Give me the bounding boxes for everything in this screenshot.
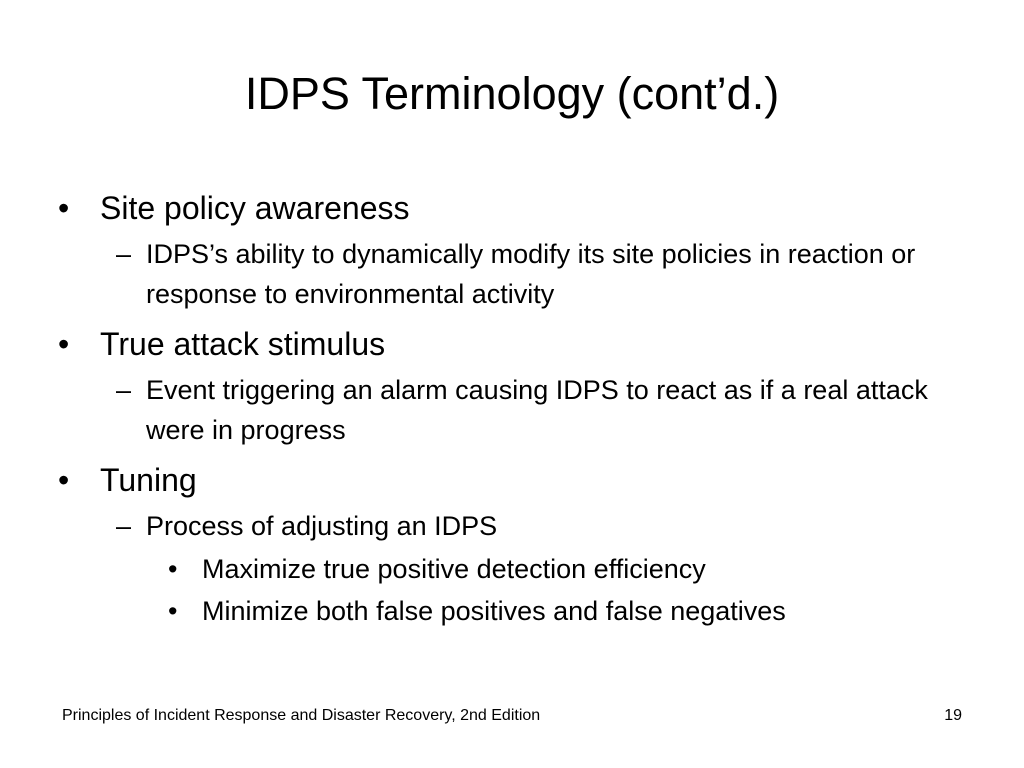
sub-sub-bullet-text: Maximize true positive detection efficiency: [202, 554, 706, 584]
footer-book-title: Principles of Incident Response and Disaster Recovery, 2nd Edition: [62, 707, 541, 724]
slide-body: [58, 186, 978, 630]
dash-mark: –: [116, 239, 132, 269]
bullet-tuning: [58, 458, 978, 502]
bullet-text: True attack stimulus: [100, 326, 386, 362]
bullet-true-attack-stimulus: [58, 322, 978, 366]
sub-sub-bullet-maximize: [168, 550, 978, 588]
bullet-mark: •: [58, 462, 70, 498]
dash-mark: –: [116, 511, 132, 541]
bullet-mark: •: [58, 326, 70, 362]
sub-sub-bullet-minimize: [168, 592, 978, 630]
bullet-text: Site policy awareness: [100, 190, 410, 226]
footer-page-number: 19: [944, 707, 962, 724]
slide-title: IDPS Terminology (cont’d.): [244, 68, 780, 119]
bullet-site-policy-awareness: [58, 186, 978, 230]
dash-mark: –: [116, 375, 132, 405]
sub-bullet-true-attack-definition: [116, 370, 978, 450]
sub-bullet-site-policy-definition: [116, 234, 978, 314]
sub-bullet-text: Event triggering an alarm causing IDPS to react as if a real attack were in progress: [146, 375, 928, 445]
bullet-text: Tuning: [100, 462, 197, 498]
bullet-mark: •: [168, 596, 178, 626]
bullet-mark: •: [168, 554, 178, 584]
sub-bullet-tuning-definition: [116, 506, 978, 546]
bullet-mark: •: [58, 190, 70, 226]
sub-bullet-text: Process of adjusting an IDPS: [146, 511, 498, 541]
sub-bullet-text: IDPS’s ability to dynamically modify its site policies in reaction or response to environmental activity: [146, 239, 916, 309]
sub-sub-bullet-text: Minimize both false positives and false negatives: [202, 596, 786, 626]
